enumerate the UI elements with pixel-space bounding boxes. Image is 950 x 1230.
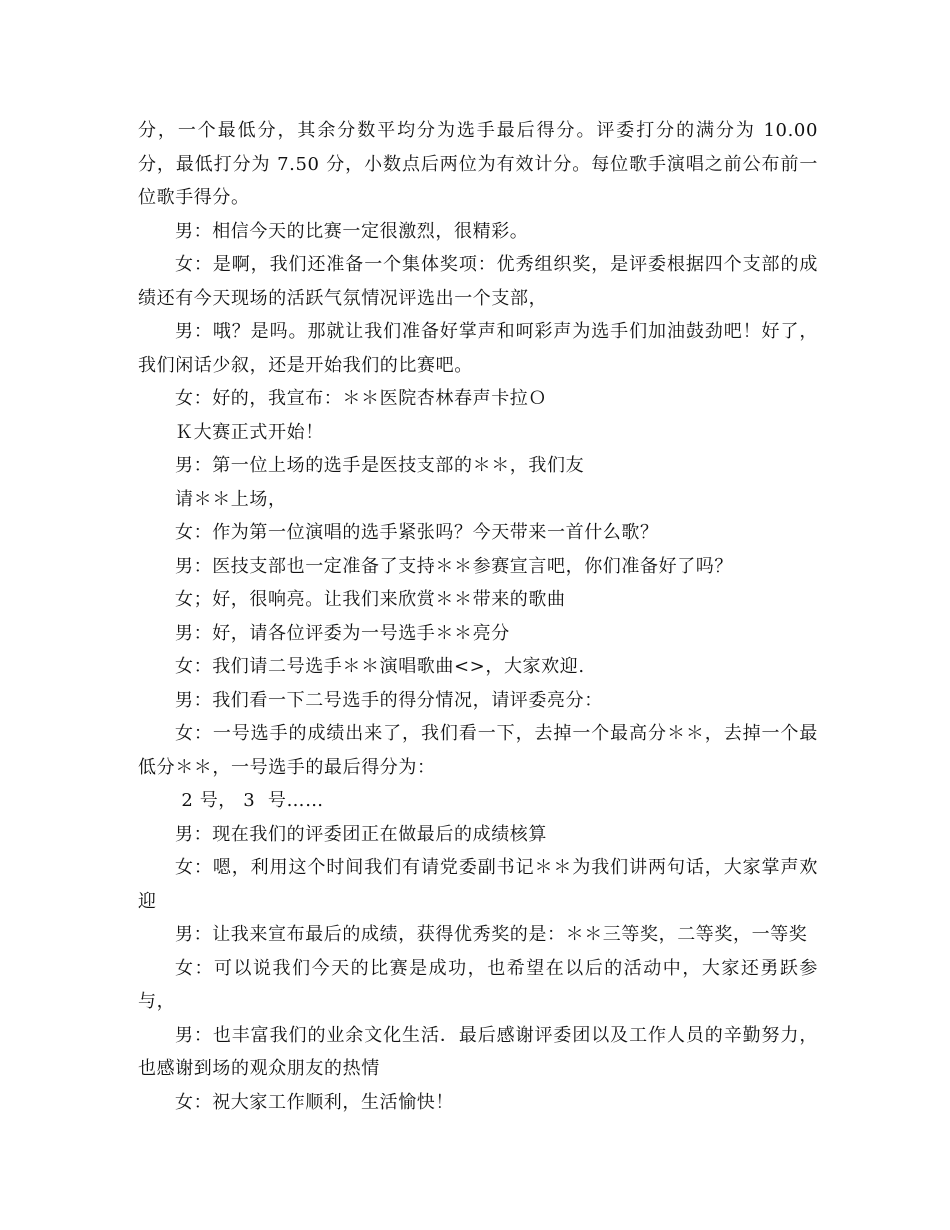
- paragraph-22: 女：祝大家工作顺利，生活愉快！: [175, 1091, 454, 1113]
- paragraph-11: 女；好，很响亮。让我们来欣赏＊＊带来的歌曲: [175, 589, 566, 610]
- paragraph-15: 女：一号选手的成绩出来了，我们看一下，去掉一个最高分＊＊，去掉一个最低分＊＊，一号选手的最后得分为：: [138, 723, 818, 778]
- paragraph-20: 女：可以说我们今天的比赛是成功，也希望在以后的活动中，大家还勇跃参与，: [138, 957, 818, 1012]
- paragraph-5: 女：好的，我宣布：＊＊医院杏林春声卡拉Ｏ: [175, 388, 547, 409]
- paragraph-2: 男：相信今天的比赛一定很激烈，很精彩。: [175, 220, 529, 242]
- paragraph-6: Ｋ大赛正式开始！: [175, 421, 324, 443]
- paragraph-18: 女：嗯，利用这个时间我们有请党委副书记＊＊为我们讲两句话，大家掌声欢迎: [138, 857, 818, 912]
- paragraph-21: 男：也丰富我们的业余文化生活．最后感谢评委团以及工作人员的辛勤努力，也感谢到场的观众朋友的热情: [138, 1024, 818, 1079]
- document-body: [138, 114, 818, 1119]
- paragraph-12: 男：好，请各位评委为一号选手＊＊亮分: [175, 622, 510, 644]
- paragraph-14: 男：我们看一下二号选手的得分情况，请评委亮分：: [175, 689, 603, 711]
- paragraph-7: 男：第一位上场的选手是医技支部的＊＊，我们友: [175, 455, 585, 476]
- paragraph-10: 男：医技支部也一定准备了支持＊＊参赛宣言吧，你们准备好了吗？: [175, 555, 733, 577]
- paragraph-1: 分，一个最低分，其余分数平均分为选手最后得分。评委打分的满分为 10.00 分，最低打分为 7.50 分，小数点后两位为有效计分。每位歌手演唱之前公布前一位歌手得分。: [138, 120, 818, 208]
- paragraph-3: 女：是啊，我们还准备一个集体奖项：优秀组织奖，是评委根据四个支部的成绩还有今天现场的活跃气氛情况评选出一个支部，: [138, 254, 818, 309]
- paragraph-8: 请＊＊上场，: [175, 488, 287, 510]
- paragraph-9: 女：作为第一位演唱的选手紧张吗？今天带来一首什么歌？: [175, 522, 659, 543]
- paragraph-16: 2 号， 3 号……: [175, 790, 324, 811]
- paragraph-4: 男：哦？是吗。那就让我们准备好掌声和呵彩声为选手们加油鼓劲吧！好了，我们闲话少叙，还是开始我们的比赛吧。: [138, 321, 818, 376]
- paragraph-13: 女：我们请二号选手＊＊演唱歌曲<>，大家欢迎.: [175, 656, 585, 677]
- paragraph-17: 男：现在我们的评委团正在做最后的成绩核算: [175, 823, 547, 845]
- paragraph-19: 男：让我来宣布最后的成绩，获得优秀奖的是：＊＊三等奖，二等奖，一等奖: [175, 924, 808, 945]
